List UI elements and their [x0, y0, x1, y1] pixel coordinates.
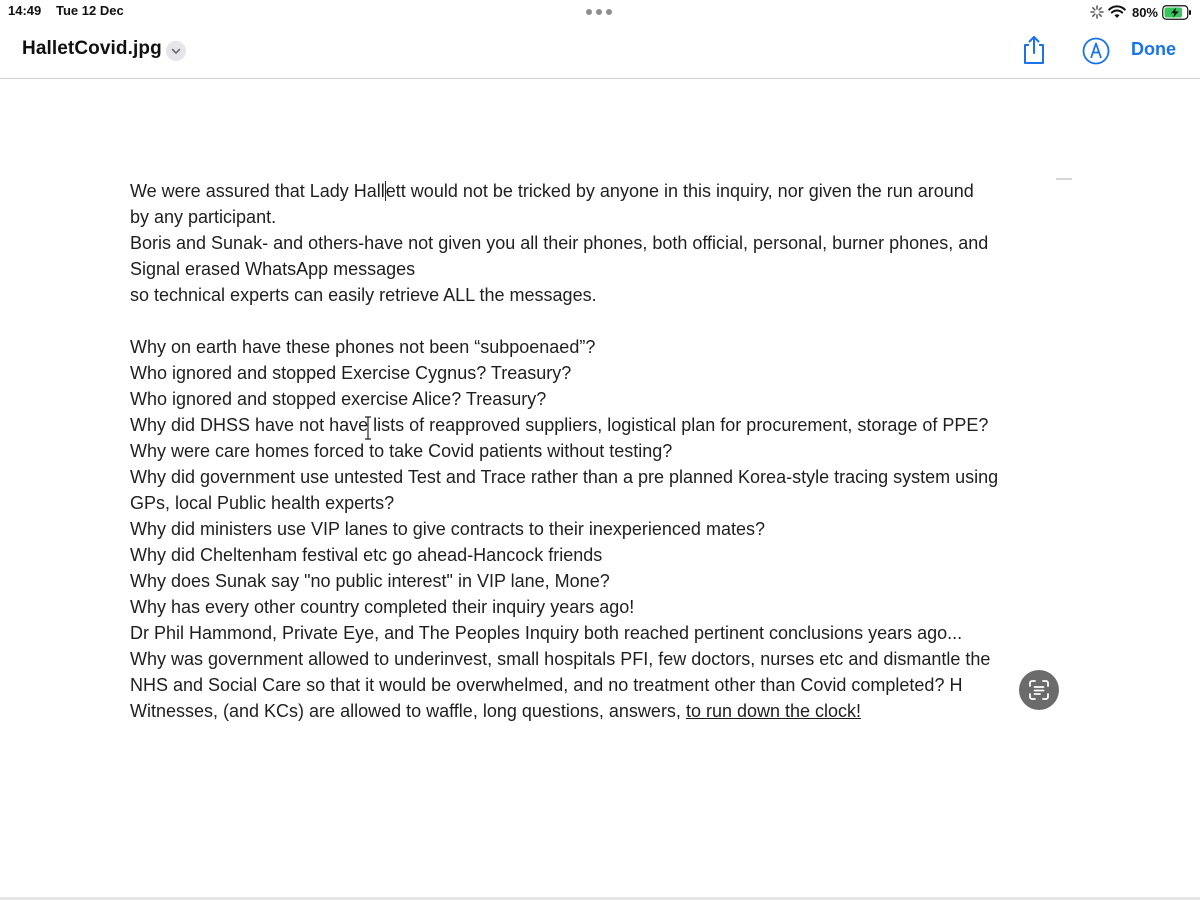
file-title[interactable]: HalletCovid.jpg: [22, 38, 162, 59]
more-dots-icon[interactable]: [586, 9, 614, 15]
navigation-bar: [0, 24, 1200, 79]
document-viewer[interactable]: [0, 79, 1200, 900]
document-line: by any participant.: [130, 207, 277, 227]
document-line: GPs, local Public health experts?: [130, 493, 395, 513]
text-caret: [385, 181, 386, 201]
underlined-text: to run down the clock!: [685, 701, 862, 721]
page-corner-mark: [1056, 178, 1072, 180]
text-cursor-icon: [364, 416, 372, 440]
status-indicators: [1090, 2, 1192, 22]
document-line-text: Witnesses, (and KCs) are allowed to waffle, long questions, answers,: [130, 701, 686, 721]
document-line: Why did DHSS have not have lists of reapproved suppliers, logistical plan for procurement, storage of PPE?: [130, 415, 989, 435]
wifi-icon: [1108, 5, 1126, 19]
activity-spinner-icon: [1090, 5, 1104, 19]
markup-icon[interactable]: [1082, 37, 1110, 65]
status-time: 14:49: [8, 3, 42, 18]
document-line: Who ignored and stopped Exercise Cygnus? Treasury?: [130, 363, 572, 383]
document-line: Why was government allowed to underinvest, small hospitals PFI, few doctors, nurses etc and dismantle the: [130, 649, 991, 669]
document-line: Why did government use untested Test and Trace rather than a pre planned Korea-style tracing system using: [130, 467, 999, 487]
document-line: Why does Sunak say "no public interest" in VIP lane, Mone?: [130, 571, 610, 591]
status-bar: [0, 0, 1200, 24]
document-line: Boris and Sunak- and others-have not given you all their phones, both official, personal, burner phones, and: [130, 233, 989, 253]
document-line: Dr Phil Hammond, Private Eye, and The Peoples Inquiry both reached pertinent conclusions years ago...: [130, 623, 963, 643]
document-line: Why has every other country completed their inquiry years ago!: [130, 597, 635, 617]
document-line: Who ignored and stopped exercise Alice? Treasury?: [130, 389, 547, 409]
document-line: We were assured that Lady Hallett would not be tricked by anyone in this inquiry, nor given the run around: [130, 181, 974, 201]
status-date: Tue 12 Dec: [56, 3, 124, 18]
document-line: NHS and Social Care so that it would be overwhelmed, and no treatment other than Covid completed? H: [130, 675, 963, 695]
document-line: [130, 700, 861, 722]
document-line: Why did ministers use VIP lanes to give contracts to their inexperienced mates?: [130, 519, 765, 539]
live-text-button[interactable]: [1019, 670, 1059, 710]
share-icon[interactable]: [1021, 34, 1047, 66]
done-button[interactable]: Done: [1131, 39, 1176, 59]
document-line: Why on earth have these phones not been “subpoenaed”?: [130, 337, 596, 357]
document-line: so technical experts can easily retrieve ALL the messages.: [130, 285, 597, 305]
document-line: Why were care homes forced to take Covid patients without testing?: [130, 441, 673, 461]
battery-percentage: 80%: [1131, 4, 1158, 20]
chevron-down-icon[interactable]: [166, 41, 186, 61]
document-line: Signal erased WhatsApp messages: [130, 259, 416, 279]
document-line: Why did Cheltenham festival etc go ahead-Hancock friends: [130, 545, 603, 565]
live-text-icon: [1027, 678, 1051, 702]
battery-charging-icon: [1162, 5, 1192, 20]
